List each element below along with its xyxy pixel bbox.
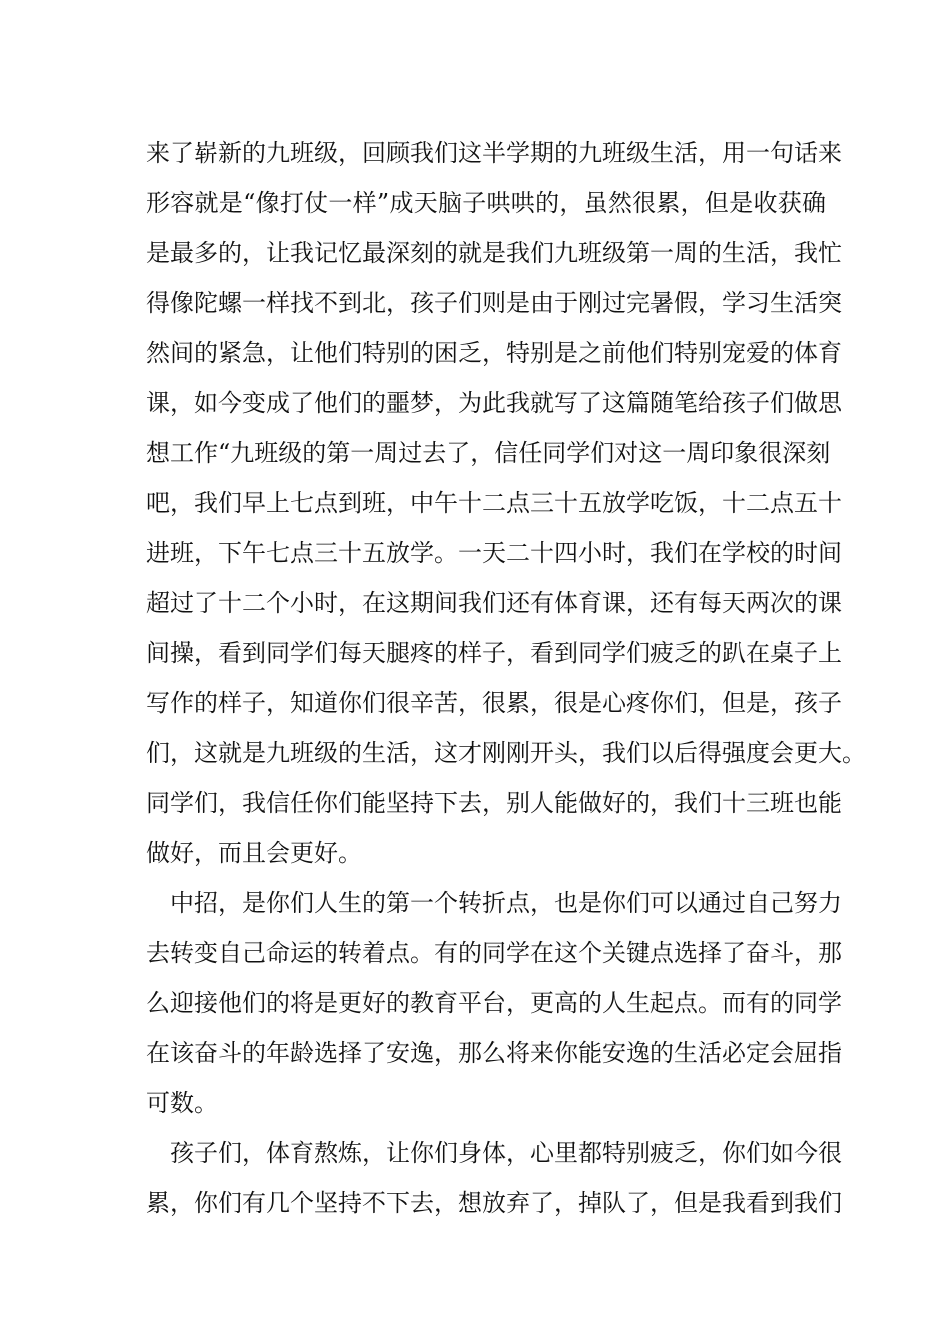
text-line: 是最多的，让我记忆最深刻的就是我们九班级第一周的生活，我忙 [146,239,842,267]
text-line: 想工作“九班级的第一周过去了，信任同学们对这一周印象很深刻 [146,439,831,467]
text-line: 进班，下午七点三十五放学。一天二十四小时，我们在学校的时间 [146,539,842,567]
text-line: 超过了十二个小时，在这期间我们还有体育课，还有每天两次的课 [146,589,842,617]
text-line: 去转变自己命运的转着点。有的同学在这个关键点选择了奋斗，那 [146,939,842,967]
text-line: 做好，而且会更好。 [146,839,362,867]
text-line: 累，你们有几个坚持不下去，想放弃了，掉队了，但是我看到我们 [146,1189,842,1217]
text-line: 同学们，我信任你们能坚持下去，别人能做好的，我们十三班也能 [146,789,842,817]
text-line: 间操，看到同学们每天腿疼的样子，看到同学们疲乏的趴在桌子上 [146,639,842,667]
text-line: 写作的样子，知道你们很辛苦，很累，很是心疼你们，但是，孩子 [146,689,842,717]
text-line: 中招，是你们人生的第一个转折点，也是你们可以通过自己努力 [170,889,842,917]
text-line: 形容就是“像打仗一样”成天脑子哄哄的，虽然很累，但是收获确 [146,189,826,217]
text-line: 在该奋斗的年龄选择了安逸，那么将来你能安逸的生活必定会屈指 [146,1039,842,1067]
text-line: 吧，我们早上七点到班，中午十二点三十五放学吃饭，十二点五十 [146,489,842,517]
text-line: 课，如今变成了他们的噩梦，为此我就写了这篇随笔给孩子们做思 [146,389,842,417]
text-line: 得像陀螺一样找不到北，孩子们则是由于刚过完暑假，学习生活突 [146,289,842,317]
text-line: 们，这就是九班级的生活，这才刚刚开头，我们以后得强度会更大。 [146,739,866,767]
text-line: 可数。 [146,1089,218,1117]
text-line: 来了崭新的九班级，回顾我们这半学期的九班级生活，用一句话来 [146,139,842,167]
text-line: 孩子们，体育熬炼，让你们身体，心里都特别疲乏，你们如今很 [170,1139,842,1167]
body-text [146,128,866,1228]
text-line: 么迎接他们的将是更好的教育平台，更高的人生起点。而有的同学 [146,989,842,1017]
text-line: 然间的紧急，让他们特别的困乏，特别是之前他们特别宠爱的体育 [146,339,842,367]
